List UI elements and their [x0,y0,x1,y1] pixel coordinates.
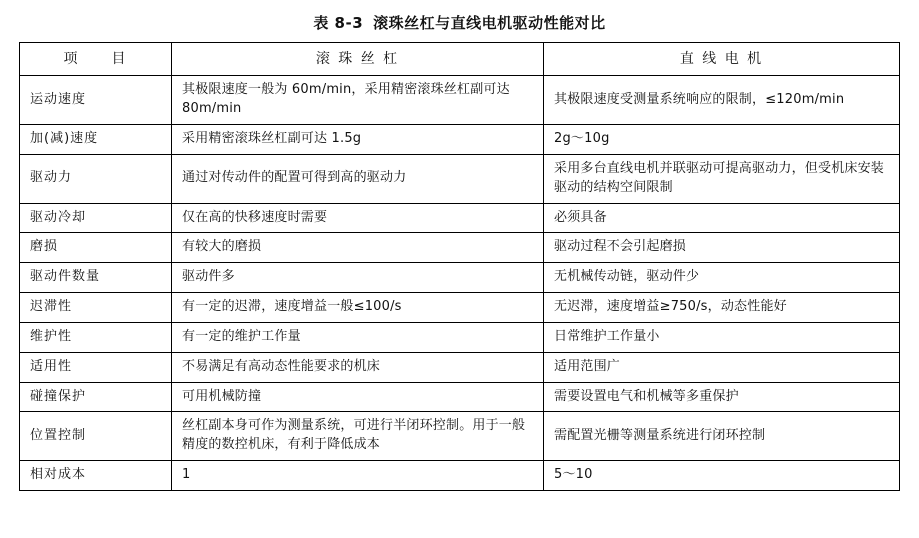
row-linearmotor-value: 需要设置电气和机械等多重保护 [544,382,900,412]
row-ballscrew-value: 丝杠副本身可作为测量系统，可进行半闭环控制。用于一般精度的数控机床，有利于降低成本 [172,412,544,461]
column-header-ballscrew: 滚 珠 丝 杠 [172,43,544,76]
row-linearmotor-value: 5～10 [544,461,900,491]
table-row [20,124,900,154]
row-ballscrew-value: 采用精密滚珠丝杠副可达 1.5g [172,124,544,154]
table-row [20,412,900,461]
table-row [20,76,900,125]
table-body [20,76,900,491]
caption-number: 表 8-3 [313,14,364,32]
table-row [20,203,900,233]
row-linearmotor-value: 驱动过程不会引起磨损 [544,233,900,263]
row-ballscrew-value: 1 [172,461,544,491]
row-ballscrew-value: 通过对传动件的配置可得到高的驱动力 [172,154,544,203]
table-row [20,322,900,352]
row-item-label: 驱动件数量 [20,263,172,293]
row-item-label: 相对成本 [20,461,172,491]
table-caption [14,12,905,33]
table-row [20,461,900,491]
row-item-label: 运动速度 [20,76,172,125]
row-ballscrew-value: 不易满足有高动态性能要求的机床 [172,352,544,382]
table-row [20,154,900,203]
row-ballscrew-value: 驱动件多 [172,263,544,293]
row-item-label: 维护性 [20,322,172,352]
table-row [20,382,900,412]
column-header-linearmotor: 直 线 电 机 [544,43,900,76]
row-linearmotor-value: 采用多台直线电机并联驱动可提高驱动力，但受机床安装驱动的结构空间限制 [544,154,900,203]
comparison-table [19,42,900,491]
row-ballscrew-value: 仅在高的快移速度时需要 [172,203,544,233]
row-ballscrew-value: 有一定的维护工作量 [172,322,544,352]
row-ballscrew-value: 有一定的迟滞，速度增益一般≤100/s [172,293,544,323]
row-linearmotor-value: 无机械传动链，驱动件少 [544,263,900,293]
row-item-label: 驱动力 [20,154,172,203]
row-linearmotor-value: 2g～10g [544,124,900,154]
row-linearmotor-value: 无迟滞，速度增益≥750/s，动态性能好 [544,293,900,323]
table-row [20,352,900,382]
row-item-label: 碰撞保护 [20,382,172,412]
row-linearmotor-value: 需配置光栅等测量系统进行闭环控制 [544,412,900,461]
row-linearmotor-value: 必须具备 [544,203,900,233]
caption-title: 滚珠丝杠与直线电机驱动性能对比 [373,14,606,32]
table-row [20,233,900,263]
row-item-label: 适用性 [20,352,172,382]
row-linearmotor-value: 适用范围广 [544,352,900,382]
table-header [20,43,900,76]
row-ballscrew-value: 其极限速度一般为 60m/min，采用精密滚珠丝杠副可达 80m/min [172,76,544,125]
row-ballscrew-value: 有较大的磨损 [172,233,544,263]
row-item-label: 加(减)速度 [20,124,172,154]
row-item-label: 驱动冷却 [20,203,172,233]
row-item-label: 迟滞性 [20,293,172,323]
row-linearmotor-value: 日常维护工作量小 [544,322,900,352]
table-header-row [20,43,900,76]
row-item-label: 磨损 [20,233,172,263]
table-row [20,263,900,293]
row-item-label: 位置控制 [20,412,172,461]
column-header-item: 项 目 [20,43,172,76]
table-row [20,293,900,323]
row-linearmotor-value: 其极限速度受测量系统响应的限制，≤120m/min [544,76,900,125]
row-ballscrew-value: 可用机械防撞 [172,382,544,412]
